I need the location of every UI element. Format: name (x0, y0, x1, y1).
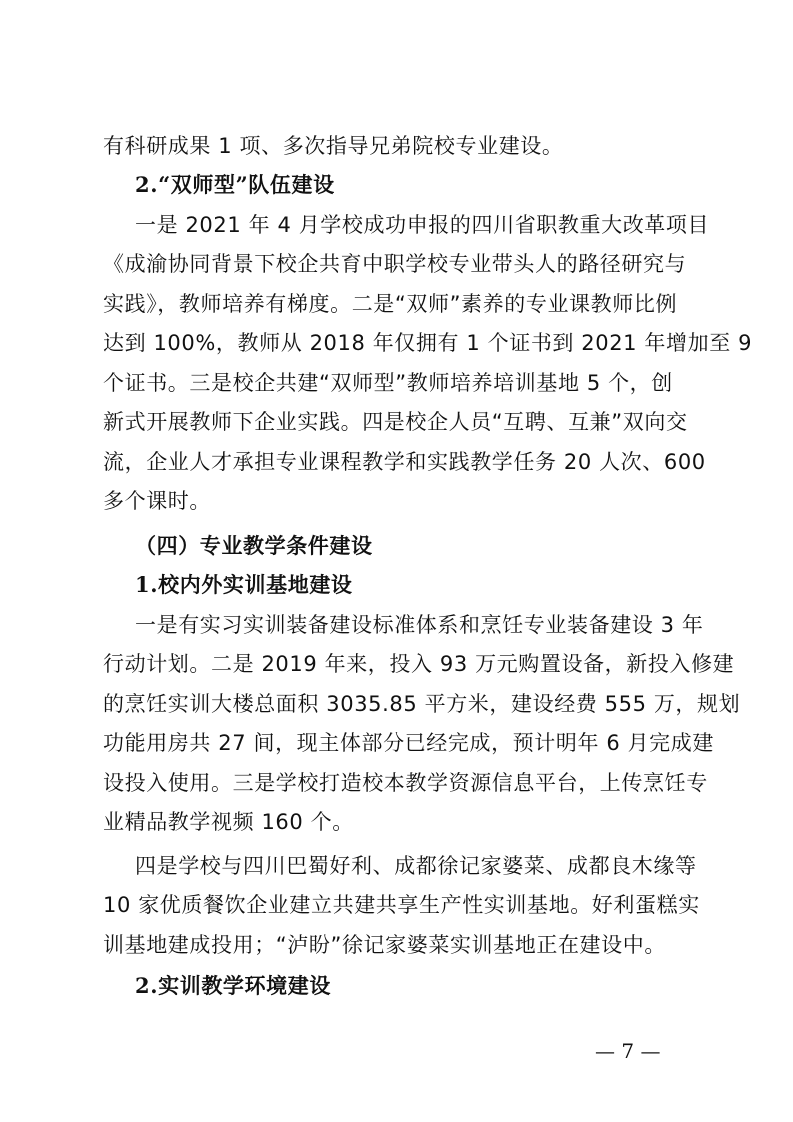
body-text-line: 多个课时。 (103, 489, 211, 513)
body-text-line: 有科研成果 1 项、多次指导兄弟院校专业建设。 (103, 134, 564, 158)
body-text-line: 训基地建成投用；“泸盼”徐记家婆菜实训基地正在建设中。 (103, 933, 666, 957)
body-text-line: 业精品教学视频 160 个。 (103, 810, 354, 834)
body-text-line: 的烹饪实训大楼总面积 3035.85 平方米，建设经费 555 万，规划 (103, 692, 741, 716)
body-text-line: 设投入使用。三是学校打造校本教学资源信息平台，上传烹饪专 (103, 771, 708, 795)
body-text-line: 10 家优质餐饮企业建立共建共享生产性实训基地。好利蛋糕实 (103, 893, 700, 917)
body-text-line: 个证书。三是校企共建“双师型”教师培养培训基地 5 个，创 (103, 371, 673, 395)
body-text-line: 一是 2021 年 4 月学校成功申报的四川省职教重大改革项目 (135, 213, 710, 237)
section-heading: 2.“双师型”队伍建设 (135, 172, 335, 197)
body-text-line: 新式开展教师下企业实践。四是校企人员“互聘、互兼”双向交 (103, 410, 688, 434)
body-text-line: 流，企业人才承担专业课程教学和实践教学任务 20 人次、600 (103, 450, 706, 474)
body-text-line: 四是学校与四川巴蜀好利、成都徐记家婆菜、成都良木缘等 (135, 854, 697, 878)
section-heading: 2.实训教学环境建设 (135, 973, 331, 998)
body-text-line: 《成渝协同背景下校企共育中职学校专业带头人的路径研究与 (103, 252, 687, 276)
body-text-line: 功能用房共 27 间，现主体部分已经完成，预计明年 6 月完成建 (103, 731, 714, 755)
page-number: — 7 — (595, 1039, 661, 1063)
body-text-line: 一是有实习实训装备建设标准体系和烹饪专业装备建设 3 年 (135, 613, 704, 637)
body-text-line: 达到 100%，教师从 2018 年仅拥有 1 个证书到 2021 年增加至 9 (103, 331, 753, 355)
body-text-line: 实践》，教师培养有梯度。二是“双师”素养的专业课教师比例 (103, 292, 678, 316)
section-heading: （四）专业教学条件建设 (135, 533, 373, 558)
body-text-line: 行动计划。二是 2019 年来，投入 93 万元购置设备，新投入修建 (103, 652, 735, 676)
section-heading: 1.校内外实训基地建设 (135, 572, 353, 597)
